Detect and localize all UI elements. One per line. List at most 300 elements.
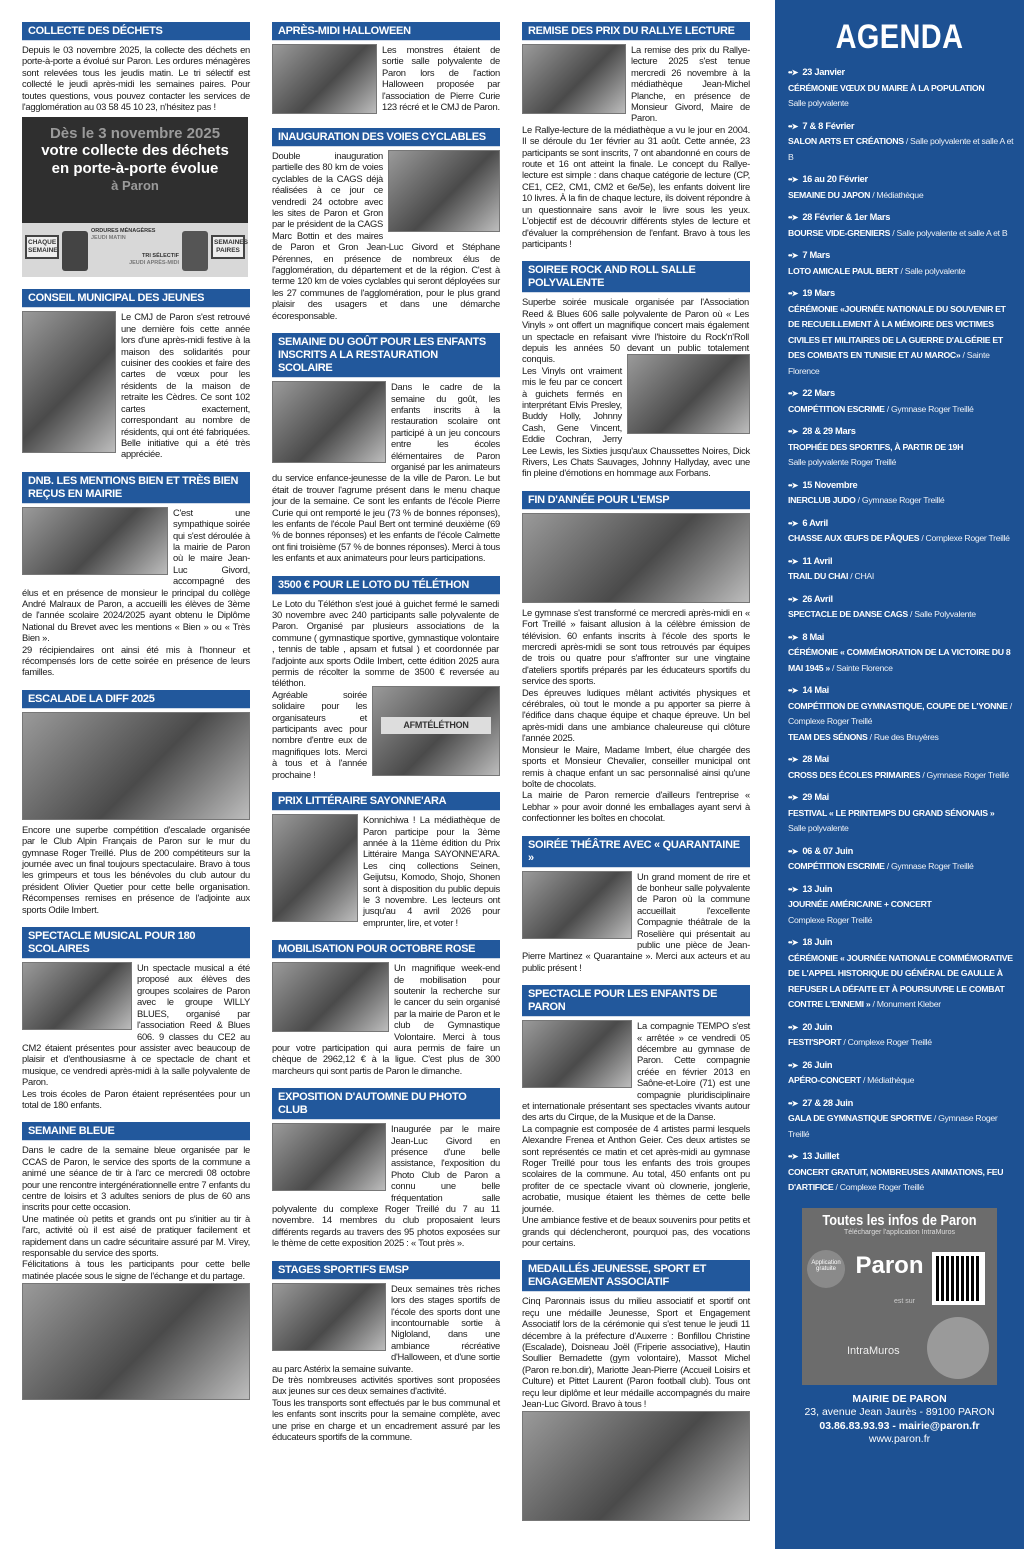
arrow-icon: ••➤	[788, 518, 798, 528]
agenda-event-title: CROSS DES ÉCOLES PRIMAIRES	[788, 769, 921, 780]
agenda-event-title: SEMAINE DU JAPON	[788, 189, 871, 200]
article-title: COLLECTE DES DÉCHETS	[22, 22, 250, 41]
agenda-place: / Salle Polyvalente	[907, 609, 976, 619]
poster-line: à Paron	[111, 178, 159, 194]
article-paragraph: La compagnie est composée de 4 artistes parmi lesquels Alexandre Frenea et Anthon Geier. Ces deux artistes se sont représentés ce matin et cet après-midi au gymnase Roger Treillé pour tous les enfants des trois groupes scolaires de la commune. Au total, 450 enfants ont pu profiter de ce spectacle vivant où clownerie, jonglerie, acrobatie, musique étaient les thèmes de cette belle journée.	[522, 1122, 750, 1214]
arrow-icon: ••➤	[788, 1098, 798, 1108]
article-photo	[272, 814, 358, 922]
article-rallye	[522, 22, 750, 249]
article-photo	[272, 962, 389, 1032]
agenda-item[interactable]	[788, 119, 1018, 166]
poster-band	[22, 223, 248, 277]
poster-label: TRI SÉLECTIF JEUDI APRÈS-MIDI	[117, 253, 179, 267]
arrow-icon: ••➤	[788, 594, 798, 604]
article-collecte	[22, 22, 250, 277]
article-body	[272, 1123, 500, 1248]
collecte-poster	[22, 117, 248, 277]
agenda-date	[788, 65, 1018, 81]
agenda-event-title: CÉRÉMONIE «JOURNÉE NATIONALE DU SOUVENIR ET DE RECUEILLEMENT À LA MÉMOIRE DES VICTIMES CIVILES ET MILITAIRES DE LA GUERRE D'ALGÉRIE ET DES COMBATS EN TUNISIE ET AU MAROC»	[788, 303, 1006, 360]
agenda-item[interactable]	[788, 1020, 1018, 1051]
agenda-date	[788, 1096, 1018, 1112]
article-photo	[522, 44, 626, 114]
intramuros-promo	[802, 1208, 997, 1385]
article-body	[22, 1144, 250, 1281]
agenda-date-text: 8 Mai	[802, 631, 825, 642]
float-spacer	[749, 296, 750, 354]
agenda-event-title: COMPÉTITION DE GYMNASTIQUE, COUPE DE L'YONNE	[788, 700, 1008, 711]
article-paragraph: Les trois écoles de Paron étaient représentées pour un total de 180 enfants.	[22, 1087, 250, 1110]
article-photo	[22, 311, 116, 453]
agenda-item[interactable]	[788, 65, 1018, 112]
bin-icon	[62, 231, 88, 271]
article-photo	[22, 712, 250, 820]
agenda-event	[788, 1073, 1018, 1089]
article-paragraph: La compagnie TEMPO s'est « arrêtée » ce vendredi 05 décembre au gymnase de Paron. Cette compagnie créée en février 2013 en Saône-et-Loire (71) est une compagnie pluridisciplinaire et internationale présentant ses spectacles vivants autour des arts du Cirque, de la Musique et de la Danse.	[522, 1020, 750, 1123]
agenda-event-title: JOURNÉE AMÉRICAINE + CONCERT	[788, 899, 932, 909]
article-paragraph: La mairie de Paron remercie d'ailleurs l'entreprise « Lebhar » pour avoir donné les emballages ayant servi à confectionner les boîtes en chocolat.	[522, 789, 750, 824]
agenda-event	[788, 645, 1018, 676]
article-paragraph: Dans le cadre de la semaine du goût, les enfants inscrits à la restauration scolaire ont participé à un jeu concours entre les écoles élémentaires de Paron organisé par les animateurs du service enfance-jeunesse de la ville de Paron. Le but était de trouver l'agrume présent dans le menu chaque jour de la semaine. Ce sont les enfants de l'école Pierre Curie qui ont remporté le jeu (73 % de bonnes réponses), les enfants de l'école Paul Bert ont terminé deuxième (69 % de bonnes réponses) et les enfants de l'école Calmette ont fini troisième (57 % de bonnes réponses). Merci à tous les enfants et aux animateurs pour leurs participations.	[272, 381, 500, 564]
phone-photo	[927, 1317, 989, 1379]
agenda-event-title: COMPÉTITION ESCRIME	[788, 403, 885, 414]
agenda-event	[788, 188, 1018, 204]
article-stages	[272, 1261, 500, 1443]
agenda-date-text: 28 Mai	[802, 754, 829, 764]
agenda-item[interactable]	[788, 844, 1018, 875]
arrow-icon: ••➤	[788, 68, 798, 77]
agenda-event	[788, 569, 1018, 585]
agenda-event	[788, 81, 1018, 97]
agenda-place: Salle polyvalente Roger Treillé	[788, 457, 897, 467]
poster-label: ORDURES MÉNAGÈRES JEUDI MATIN	[91, 228, 177, 242]
agenda-item[interactable]	[788, 386, 1018, 417]
arrow-icon: ••➤	[788, 632, 798, 642]
arrow-icon: ••➤	[788, 427, 798, 436]
article-photo	[522, 1020, 632, 1088]
agenda-sidebar	[775, 0, 1024, 1549]
agenda-date	[788, 119, 1018, 135]
article-body	[272, 44, 500, 116]
agenda-place: / Gymnase Roger Treillé	[884, 403, 974, 414]
float-spacer	[499, 598, 500, 686]
agenda-event-title: CHASSE AUX ŒUFS DE PÂQUES	[788, 533, 920, 543]
agenda-place: / Gymnase Roger Treillé	[855, 495, 945, 505]
promo-town: Paron	[855, 1251, 924, 1279]
article-paragraph: Une ambiance festive et de beaux souvenirs pour petits et grands qui déclencheront, pourquoi pas, des vocations pour certains.	[522, 1214, 750, 1248]
agenda-item[interactable]	[788, 478, 1018, 509]
article-paragraph: Une matinée où petits et grands ont pu s'initier au tir à l'arc, activité où il est aisé de pratiquer facilement et rapidement dans un cadre sécuritaire assuré par M. Virey, responsable du service des sports.	[22, 1212, 250, 1258]
agenda-date	[788, 1149, 1018, 1165]
contact-phone-email[interactable]: 03.86.83.93.93 - mairie@paron.fr	[819, 1419, 980, 1432]
agenda-date	[788, 210, 1018, 226]
arrow-icon: ••➤	[788, 686, 798, 695]
agenda-item[interactable]	[788, 1149, 1018, 1196]
article-body	[272, 598, 500, 781]
article-title: SPECTACLE MUSICAL POUR 180 SCOLAIRES	[22, 927, 250, 959]
agenda-place: / Gymnase Roger Treillé	[884, 861, 974, 871]
agenda-date	[788, 790, 1018, 806]
article-body	[22, 311, 250, 459]
article-tempo	[522, 985, 750, 1248]
arrow-icon: ••➤	[788, 480, 798, 490]
article-photo	[272, 1123, 386, 1191]
article-body	[522, 296, 750, 479]
agenda-date-text: 28 & 29 Mars	[802, 426, 856, 436]
article-paragraph: La remise des prix du Rallye-lecture 2025 s'est tenue mercredi 26 novembre à la médiathèque Jean-Michel Planche, en présence de Monsieur Givord, Maire de Paron.	[631, 44, 750, 124]
article-title: DNB. LES MENTIONS BIEN ET TRÈS BIEN REÇUS EN MAIRIE	[22, 472, 250, 504]
calendar-icon: SEMAINES PAIRES	[211, 235, 245, 259]
agenda-event	[788, 402, 1018, 418]
agenda-event-title: INERCLUB JUDO	[788, 495, 856, 505]
article-title: FIN D'ANNÉE POUR L'EMSP	[522, 491, 750, 510]
article-body	[522, 871, 750, 974]
article-rock	[522, 261, 750, 479]
article-paragraph: Des épreuves ludiques mêlant activités physiques et cérébrales, où tout le monde a pu apporter sa pierre à l'édifice dans chaque équipe et chaque épreuve. Un bel après-midi dans une ambiance chaleureuse qui clôture l'année 2025.	[522, 686, 750, 744]
agenda-date	[788, 844, 1018, 860]
agenda-date	[788, 478, 1018, 494]
article-photo	[22, 962, 132, 1030]
article-emsp	[522, 491, 750, 824]
agenda-place: Salle polyvalente	[788, 98, 849, 108]
article-photo	[272, 381, 386, 463]
article-photoclub	[272, 1088, 500, 1248]
agenda-item[interactable]	[788, 516, 1018, 547]
article-rose	[272, 940, 500, 1076]
agenda-place: / CHAI	[848, 571, 875, 581]
agenda-place: Salle polyvalente	[788, 823, 849, 833]
arrow-icon: ••➤	[788, 556, 798, 566]
agenda-place: / Monument Kleber	[870, 999, 941, 1009]
column-1	[22, 22, 250, 1416]
agenda-item[interactable]	[788, 1096, 1018, 1143]
agenda-event-title: SPECTACLE DE DANSE CAGS	[788, 609, 908, 619]
article-paragraph: Superbe soirée musicale organisée par l'Association Reed & Blues 606 salle polyvalente de Paron où « Les Vinyls » ont offert un magnifique concert mais également un spectacle en refaisant vivre l'histoire du Rock'n'Roll depuis les années 50 devant un public totalement conquis.	[522, 296, 749, 365]
article-body	[522, 1295, 750, 1409]
arrow-icon: ••➤	[788, 755, 798, 764]
agenda-date-text: 6 Avril	[802, 517, 828, 528]
agenda-date-text: 16 au 20 Février	[802, 174, 868, 184]
article-paragraph: Le Loto du Téléthon s'est joué à guichet fermé le samedi 30 novembre avec 240 participants salle polyvalente de Paron. Organisé par plusieurs associations de la commune ( gymnastique sportive, gymnastique volontaire , tennis de table , apsam et futsal ) et coordonnée par l'adjointe aux sports Odile Imbert, cette édition 2025 aura permis de récolter la somme de 3500 € reversée au téléthon.	[272, 597, 499, 689]
arrow-icon: ••➤	[788, 884, 798, 894]
agenda-event	[788, 134, 1018, 165]
arrow-icon: ••➤	[788, 1060, 798, 1070]
agenda-event-title: SALON ARTS ET CRÉATIONS	[788, 136, 904, 146]
agenda-event	[788, 806, 1018, 822]
article-medailles	[522, 1260, 750, 1525]
article-body	[272, 1283, 500, 1443]
article-paragraph: Félicitations à tous les participants pour cette belle matinée placée sous le signe de l'échange et du partage.	[22, 1258, 250, 1281]
poster-line: en porte-à-porte évolue	[51, 160, 219, 178]
article-body	[272, 814, 500, 928]
agenda-event-title: GALA DE GYMNASTIQUE SPORTIVE	[788, 1113, 932, 1123]
article-photo	[272, 44, 377, 114]
agenda-date	[788, 630, 1018, 646]
agenda-event-title: FESTIVAL « LE PRINTEMPS DU GRAND SÉNONAIS »	[788, 807, 995, 818]
agenda-date	[788, 683, 1018, 699]
article-paragraph: De très nombreuses activités sportives sont proposées aux jeunes sur ces deux semaines d'activité.	[272, 1373, 500, 1397]
promo-est-sur: est sur	[894, 1297, 916, 1305]
agenda-place: / Salle polyvalente	[898, 265, 966, 276]
agenda-event-title: APÉRO-CONCERT	[788, 1075, 861, 1085]
promo-title: Toutes les infos de Paron	[822, 1211, 977, 1229]
promo-app-name: IntraMuros	[847, 1344, 900, 1357]
article-body	[22, 44, 250, 112]
agenda-item[interactable]	[788, 172, 1018, 203]
agenda-place: / Gymnase Roger Treillé	[788, 1113, 998, 1139]
article-title: SEMAINE DU GOÛT POUR LES ENFANTS INSCRITS A LA RESTAURATION SCOLAIRE	[272, 333, 500, 378]
agenda-item[interactable]	[788, 286, 1018, 379]
agenda-date-text: 19 Mars	[802, 288, 835, 298]
agenda-date	[788, 516, 1018, 532]
agenda-date-text: 27 & 28 Juin	[802, 1097, 853, 1108]
agenda-event	[788, 607, 1018, 623]
agenda-event	[788, 1165, 1018, 1196]
agenda-date-text: 23 Janvier	[802, 67, 845, 77]
agenda-date	[788, 286, 1018, 302]
agenda-place: Complexe Roger Treillé	[788, 914, 873, 925]
agenda-event	[788, 302, 1018, 380]
article-title: 3500 € POUR LE LOTO DU TÉLÉTHON	[272, 576, 500, 595]
article-paragraph: Agréable soirée solidaire pour les organisateurs et participants avec pour nombre d'entre eux de magnifiques lots. Merci à tous et à l'année prochaine !	[272, 688, 367, 780]
agenda-place: / Salle polyvalente et salle A et B	[890, 227, 1008, 238]
article-title: MOBILISATION POUR OCTOBRE ROSE	[272, 940, 500, 959]
article-title: REMISE DES PRIX DU RALLYE LECTURE	[522, 22, 750, 41]
agenda-date	[788, 752, 1018, 768]
agenda-place: / Sainte Florence	[829, 662, 893, 673]
agenda-item[interactable]	[788, 935, 1018, 1013]
article-paragraph: Monsieur le Maire, Madame Imbert, élue chargée des sports et Monsieur Chevalier, conseiller municipal ont remis à chaque enfant un sac personnalisé ainsi qu'une boîte de chocolats.	[522, 743, 750, 789]
agenda-item[interactable]	[788, 630, 1018, 677]
agenda-event	[788, 226, 1018, 242]
agenda-date-text: 13 Juin	[802, 883, 833, 894]
photo-banner-text: AFMTÉLÉTHON	[381, 717, 491, 734]
article-paragraph: Un spectacle musical a été proposé aux élèves des groupes scolaires de Paron avec le groupe WILLY BLUES, organisé par l'association Reed & Blues 606. 9 classes du CE2 au CM2 étaient présentes pour assister avec beaucoup de plaisir et d'enthousiasme à ce spectacle de chant et musique, ce vendredi après-midi à la salle polyvalente de Paron.	[22, 962, 250, 1088]
article-title: SOIREE ROCK AND ROLL SALLE POLYVALENTE	[522, 261, 750, 293]
article-paragraph: Deux semaines très riches lors des stages sportifs de l'école des sports dont une incontournable sortie à Nigloland, dans une ambiance récréative d'Halloween, et d'une sortie au parc Astérix la semaine suivante.	[272, 1282, 500, 1374]
agenda-event	[788, 730, 1018, 746]
article-photo	[272, 1283, 386, 1351]
agenda-item[interactable]	[788, 752, 1018, 783]
article-title: SPECTACLE POUR LES ENFANTS DE PARON	[522, 985, 750, 1017]
column-3	[522, 22, 750, 1537]
agenda-place: / Complexe Roger Treillé	[841, 1037, 932, 1047]
agenda-event	[788, 493, 1018, 509]
agenda-date-text: 7 & 8 Février	[802, 120, 855, 131]
agenda-date-text: 7 Mars	[802, 250, 830, 260]
article-photo	[388, 150, 500, 232]
agenda-place: / Sainte Florence	[788, 350, 990, 376]
agenda-event	[788, 1035, 1018, 1051]
article-escalade	[22, 690, 250, 915]
article-photo	[522, 1411, 750, 1521]
article-photo	[522, 513, 750, 603]
agenda-date	[788, 1020, 1018, 1036]
contact-block	[775, 1393, 1024, 1447]
arrow-icon: ••➤	[788, 938, 798, 947]
agenda-event-title: CÉRÉMONIE « JOURNÉE NATIONALE COMMÉMORATIVE DE L'APPEL HISTORIQUE DU GÉNÉRAL DE GAULLE À REFUSER LA DÉFAITE ET À POURSUIVRE LE COMBAT CONTRE L'ENNEMI »	[788, 952, 1013, 1009]
article-paragraph: Les monstres étaient de sortie salle polyvalente de Paron lors de l'action Halloween proposée par l'association de Pierre Curie 123 récré et le CMJ de Paron.	[382, 44, 500, 113]
agenda-date	[788, 248, 1018, 264]
agenda-item[interactable]	[788, 790, 1018, 837]
agenda-date	[788, 935, 1018, 951]
article-title: APRÈS-MIDI HALLOWEEN	[272, 22, 500, 41]
article-title: SEMAINE BLEUE	[22, 1122, 250, 1141]
agenda-event-title: FESTI'SPORT	[788, 1037, 842, 1047]
article-title: SOIRÉE THÉÂTRE AVEC « QUARANTAINE »	[522, 836, 750, 868]
article-cmj	[22, 289, 250, 459]
article-body	[22, 962, 250, 1110]
article-body	[22, 507, 250, 678]
arrow-icon: ••➤	[788, 1022, 798, 1032]
agenda-event-title: BOURSE VIDE-GRENIERS	[788, 227, 891, 238]
article-body	[272, 381, 500, 564]
agenda-date-text: 29 Mai	[802, 792, 829, 802]
agenda-place: / Médiathèque	[860, 1075, 915, 1085]
article-paragraph: Dans le cadre de la semaine bleue organisée par le CCAS de Paron, le service des sports de la commune a animé une séance de tir à l'arc ce mercredi 08 octobre pour une rencontre intergénérationnelle entre 7 enfants du centre de loisirs et 3 adultes seniors de plus de 60 ans inscrits pour cette occasion.	[22, 1144, 250, 1213]
article-dnb	[22, 472, 250, 678]
promo-subtitle: Télécharger l'application IntraMuros	[843, 1228, 956, 1236]
article-title: STAGES SPORTIFS EMSP	[272, 1261, 500, 1280]
article-paragraph: Le Rallye-lecture de la médiathèque a vu le jour en 2004. Il se déroule du 1er février au 31 août. Cette année, 23 participants se sont inscrits, 7 ont abandonné en cours de route et 16 ont atteint la finale. Le concept du Rallye-lecture est simple : dans chaque catégorie de lecture (CP, CE1, CE2, CM1, CM2 et 6e/5e), les enfants doivent lire 10 livres. À la fin de chaque lecture, ils doivent répondre à un questionnaire sans avoir le livre sous les yeux. L'objectif est de découvrir différents styles de lecture et d'évaluer la compréhension de l'enfant. Bravo à tous les participants !	[522, 123, 750, 249]
agenda-event-title: TEAM DES SÉNONS	[788, 731, 868, 742]
article-title: MEDAILLÉS JEUNESSE, SPORT ET ENGAGEMENT ASSOCIATIF	[522, 1260, 750, 1292]
agenda-date-text: 18 Juin	[802, 937, 833, 947]
agenda-item[interactable]	[788, 210, 1018, 241]
article-title: EXPOSITION D'AUTOMNE DU PHOTO CLUB	[272, 1088, 500, 1120]
article-paragraph: Cinq Paronnais issus du milieu associatif et sportif ont reçu une médaille Jeunesse, Sport et Engagement Associatif lors de la cérémonie qui s'est tenue le jeudi 11 décembre à la préfecture d'Auxerre : Bonfillou Christine (Escalade), Doisneau Joël (Friperie associative), Hautin Soullier Bernadette (gym volontaire), Massot Michel (Paron re.bon.dir), Mariotte Jean-Pierre (Accueil Loisirs et Culture) et Pittet Laurent (Paron football club). Tous ont reçu leur diplôme et leur médaille accompagnés du maire Jean-Luc Givord. Bravo à tous !	[522, 1295, 750, 1409]
article-photo	[627, 354, 750, 434]
article-paragraph: Double inauguration partielle des 80 km de voies cyclables de la CAGS déjà réalisées à ce jour ce vendredi 24 octobre avec les sites de Paron et Gron par le président de la CAGS Marc Bottin et des maires de Paron et Gron Jean-Luc Givord et Stéphane Pérennes, en présence de nombreux élus de l'agglomération, du département et de la région. C'est à terme 120 km de voies cyclables qui seront déployées sur les 27 communes de l'agglomération, pour le plus grand plaisir des usagers et dans une démarche écoresponsable.	[272, 150, 500, 321]
article-bleue	[22, 1122, 250, 1404]
article-body	[22, 824, 250, 915]
agenda-date	[788, 882, 1018, 898]
article-photo	[22, 507, 168, 575]
article-sayonnara	[272, 792, 500, 928]
agenda-event	[788, 264, 1018, 280]
agenda-place: / Rue des Bruyères	[867, 731, 939, 742]
arrow-icon: ••➤	[788, 289, 798, 298]
article-paragraph: 29 récipiendaires ont ainsi été mis à l'honneur et récompensés lors de cette soirée en présence de leurs familles.	[22, 643, 250, 678]
article-theatre	[522, 836, 750, 974]
article-photo	[522, 871, 632, 939]
article-body	[522, 1020, 750, 1248]
agenda-event	[788, 440, 1018, 456]
agenda-event	[788, 897, 1018, 913]
article-musical	[22, 927, 250, 1110]
agenda-date-text: 28 Février & 1er Mars	[802, 212, 891, 222]
article-cyclables	[272, 128, 500, 321]
agenda-item[interactable]	[788, 683, 1018, 745]
agenda-item[interactable]	[788, 882, 1018, 929]
agenda-event	[788, 768, 1018, 784]
agenda-event-title: COMPÉTITION ESCRIME	[788, 861, 885, 871]
arrow-icon: ••➤	[788, 121, 798, 131]
article-telethon	[272, 576, 500, 781]
arrow-icon: ••➤	[788, 251, 798, 260]
agenda-date-text: 11 Avril	[802, 555, 833, 566]
agenda-date	[788, 1058, 1018, 1074]
article-paragraph: Tous les transports sont effectués par le bus communal et les enfants sont inscrits pour la semaine complète, avec une prise en charge et un encadrement assuré par les éducateurs sportifs de la commune.	[272, 1396, 500, 1442]
article-photo	[22, 1283, 250, 1400]
arrow-icon: ••➤	[788, 213, 798, 222]
article-paragraph: Le gymnase s'est transformé ce mercredi après-midi en « Fort Treillé » faisant allusion à la célèbre émission de télévision. 60 enfants inscrits à l'école des sports le mercredi après-midi se sont tous retrouvés par équipes de trois ou quatre pour s'affronter sur une vingtaine d'ateliers sportifs préparés par les éducateurs sportifs du service des sports.	[522, 606, 750, 687]
agenda-date	[788, 554, 1018, 570]
promo-badge: Application gratuite	[807, 1250, 845, 1288]
agenda-event-title: TROPHÉE DES SPORTIFS, À PARTIR DE 19H	[788, 441, 964, 452]
agenda-place: / Complexe Roger Treillé	[919, 533, 1010, 543]
bin-icon	[182, 231, 208, 271]
agenda-date	[788, 386, 1018, 402]
agenda-place: / Gymnase Roger Treillé	[920, 769, 1010, 780]
article-paragraph: Les Vinyls ont vraiment mis le feu par ce concert à guichets fermés en interprétant Elvis Presley, Buddy Holly, Johnny Cash, Gene Vincent, Eddie Cochran, Jerry Lee Lewis, les Sixties jusqu'aux Chaussettes Noires, Dick Rivers, Les Chats Sauvages, Johnny Hallyday, avec une fin pleine d'émotions en hommage aux Forbans.	[522, 364, 750, 479]
article-body	[522, 607, 750, 824]
agenda-title: AGENDA	[835, 18, 964, 56]
article-paragraph: Un grand moment de rire et de bonheur salle polyvalente de Paron où la commune accueillait l'excellente Compagnie théâtrale de la Roselière qui présentait au public une pièce de Jean-Pierre Martinez « Quarantaine ». Merci aux acteurs et au public présent !	[522, 870, 750, 973]
article-paragraph: Inaugurée par le maire Jean-Luc Givord en présence d'une belle assistance, l'exposition du Photo Club de Paron a connu une belle fréquentation salle polyvalente du complexe Roger Treillé du 7 au 11 novembre. 14 membres du club proposaient leurs différents regards au travers des 95 photos exposées sur le thème de cette exposition 2025 : « Tout près ».	[272, 1123, 500, 1249]
agenda-date-text: 14 Mai	[802, 685, 829, 695]
article-body	[522, 44, 750, 249]
poster-label-sub: JEUDI APRÈS-MIDI	[129, 260, 179, 267]
article-paragraph: C'est une sympathique soirée qui s'est déroulée à la mairie de Paron où le maire Jean-Luc Givord, accompagné des élus et en présence de monsieur le principal du collège André Malraux de Paron, a accueilli les élèves de 3ème de l'année scolaire 2024/2025 ayant obtenu le Diplôme National du Brevet avec les mentions « Bien » ou « Très Bien ».	[22, 506, 250, 644]
contact-name: MAIRIE DE PARON	[852, 1392, 947, 1405]
agenda-item[interactable]	[788, 424, 1018, 471]
agenda-date	[788, 592, 1018, 608]
agenda-event	[788, 531, 1018, 547]
article-paragraph: Un magnifique week-end de mobilisation pour soutenir la recherche sur le cancer du sein organisé par la mairie de Paron et le club de Gymnastique Volontaire. Merci à tous pour votre participation qui aura permis de faire un chèque de 2962,12 € à la ligue. C'est plus de 300 marcheurs qui sont partis de Paron le dimanche.	[272, 962, 500, 1076]
agenda-item[interactable]	[788, 248, 1018, 279]
article-gout	[272, 333, 500, 564]
agenda-event	[788, 951, 1018, 1013]
agenda-date-text: 26 Avril	[802, 593, 833, 604]
agenda-event-title: CÉRÉMONIE VŒUX DU MAIRE À LA POPULATION	[788, 82, 985, 93]
article-paragraph: Konnichiwa ! La médiathèque de Paron participe pour la 3ème année à la 11ème édition du Prix Littéraire Manga SAYONNE'ARA. Les cinq collections Seinen, Geijutsu, Komodo, Shojo, Shonen sont à disposition du public depuis le 3 novembre. Les lecteurs ont jusqu'au 4 avril 2026 pour emprunter, lire, et voter !	[363, 814, 500, 928]
agenda-date-text: 22 Mars	[802, 388, 835, 398]
article-body	[272, 150, 500, 321]
agenda-date	[788, 172, 1018, 188]
article-title: PRIX LITTÉRAIRE SAYONNE'ARA	[272, 792, 500, 811]
article-halloween	[272, 22, 500, 116]
contact-address: 23, avenue Jean Jaurès - 89100 PARON	[804, 1406, 995, 1418]
agenda-list	[788, 65, 1018, 1196]
agenda-date-text: 06 & 07 Juin	[802, 845, 853, 856]
agenda-event-title: LOTO AMICALE PAUL BERT	[788, 265, 899, 276]
agenda-event-title: CÉRÉMONIE « COMMÉMORATION DE LA VICTOIRE DU 8 MAI 1945 »	[788, 647, 1011, 673]
article-title: ESCALADE LA DIFF 2025	[22, 690, 250, 709]
contact-website[interactable]: www.paron.fr	[868, 1433, 931, 1445]
agenda-date-text: 13 Juillet	[802, 1151, 840, 1161]
arrow-icon: ••➤	[788, 846, 798, 856]
agenda-event	[788, 699, 1018, 730]
agenda-item[interactable]	[788, 554, 1018, 585]
article-paragraph: Encore une superbe compétition d'escalade organisée par le Club Alpin Français de Paron sur le mur du gymnase Roger Treillé. Plus de 200 compétiteurs sur la journée avec un final toujours spectaculaire. Bravo à tous les grimpeurs et tous les bénévoles du club autour du président Olivier Quetier pour cette belle organisation. Récompenses remises en présence de l'adjointe aux sports Odile Imbert.	[22, 823, 250, 915]
arrow-icon: ••➤	[788, 389, 798, 398]
arrow-icon: ••➤	[788, 175, 798, 184]
article-paragraph: Le CMJ de Paron s'est retrouvé une dernière fois cette année lors d'une après-midi festive à la maison des solidarités pour cuisiner des cookies et faire des cartes de vœux pour les résidents de la maison de retraite les Cèdres. Ce sont 102 cartes exactement, correspondant au nombre de résidents, qui ont été fabriquées. Belle initiative qui a été très appréciée.	[121, 311, 250, 460]
agenda-event	[788, 859, 1018, 875]
agenda-place: / Salle polyvalente et salle A et B	[788, 136, 1014, 162]
agenda-place: / Complexe Roger Treillé	[833, 1182, 924, 1192]
agenda-item[interactable]	[788, 592, 1018, 623]
arrow-icon: ••➤	[788, 793, 798, 802]
qr-code-icon[interactable]	[932, 1252, 985, 1305]
poster-line: votre collecte des déchets	[41, 142, 229, 160]
article-body	[272, 962, 500, 1076]
agenda-event	[788, 1111, 1018, 1142]
article-title: INAUGURATION DES VOIES CYCLABLES	[272, 128, 500, 147]
agenda-item[interactable]	[788, 1058, 1018, 1089]
poster-line: Dès le 3 novembre 2025	[49, 125, 221, 143]
agenda-event-title: TRAIL DU CHAI	[788, 571, 849, 581]
